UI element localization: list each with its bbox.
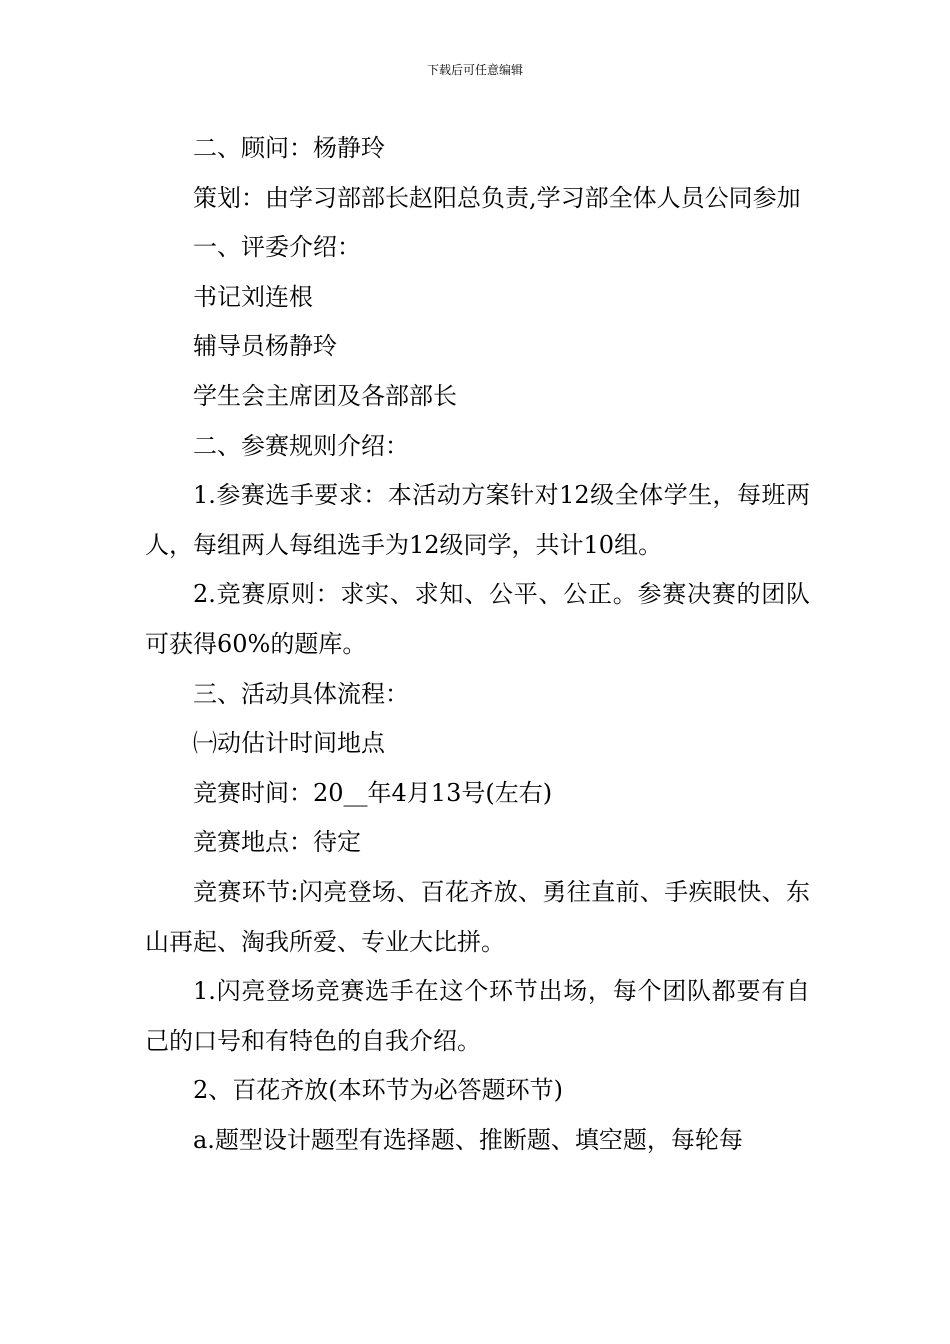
paragraph-judge-counselor: 辅导员杨静玲 <box>193 332 337 361</box>
paragraph-rule-contestants: 1.参赛选手要求：本活动方案针对12级全体学生，每班两人，每组两人每组选手为12级同学，共计10组。 <box>145 481 810 559</box>
paragraph-competition-place: 竞赛地点：待定 <box>193 828 361 857</box>
paragraph-judge-union: 学生会主席团及各部部长 <box>193 381 457 410</box>
paragraph-judge-secretary: 书记刘连根 <box>193 282 313 311</box>
paragraph-competition-stages: 竞赛环节:闪亮登场、百花齐放、勇往直前、手疾眼快、东山再起、淘我所爱、专业大比拼。 <box>145 877 810 956</box>
document-body <box>145 124 810 1165</box>
paragraph-stage-1: 1.闪亮登场竞赛选手在这个环节出场，每个团队都要有自己的口号和有特色的自我介绍。 <box>145 977 810 1055</box>
paragraph-planning: 策划：由学习部部长赵阳总负责,学习部全体人员公同参加 <box>193 183 801 212</box>
paragraph-stage-2: 2、百花齐放(本环节为必答题环节) <box>193 1076 563 1105</box>
paragraph-advisor: 二、顾问：杨静玲 <box>193 134 385 162</box>
paragraph-rules-heading: 二、参赛规则介绍： <box>193 431 409 460</box>
paragraph-stage-2a: a.题型设计题型有选择题、推断题、填空题，每轮每 <box>193 1125 743 1154</box>
paragraph-time-place: ㈠动估计时间地点 <box>193 729 385 758</box>
paragraph-judges-heading: 一、评委介绍： <box>193 233 361 262</box>
paragraph-process-heading: 三、活动具体流程： <box>193 679 409 708</box>
paragraph-competition-time: 竞赛时间：20__年4月13号(左右) <box>193 778 553 807</box>
paragraph-rule-principles: 2.竞赛原则：求实、求知、公平、公正。参赛决赛的团队可获得60%的题库。 <box>145 580 810 658</box>
page-header: 下载后可任意编辑 <box>426 63 523 77</box>
